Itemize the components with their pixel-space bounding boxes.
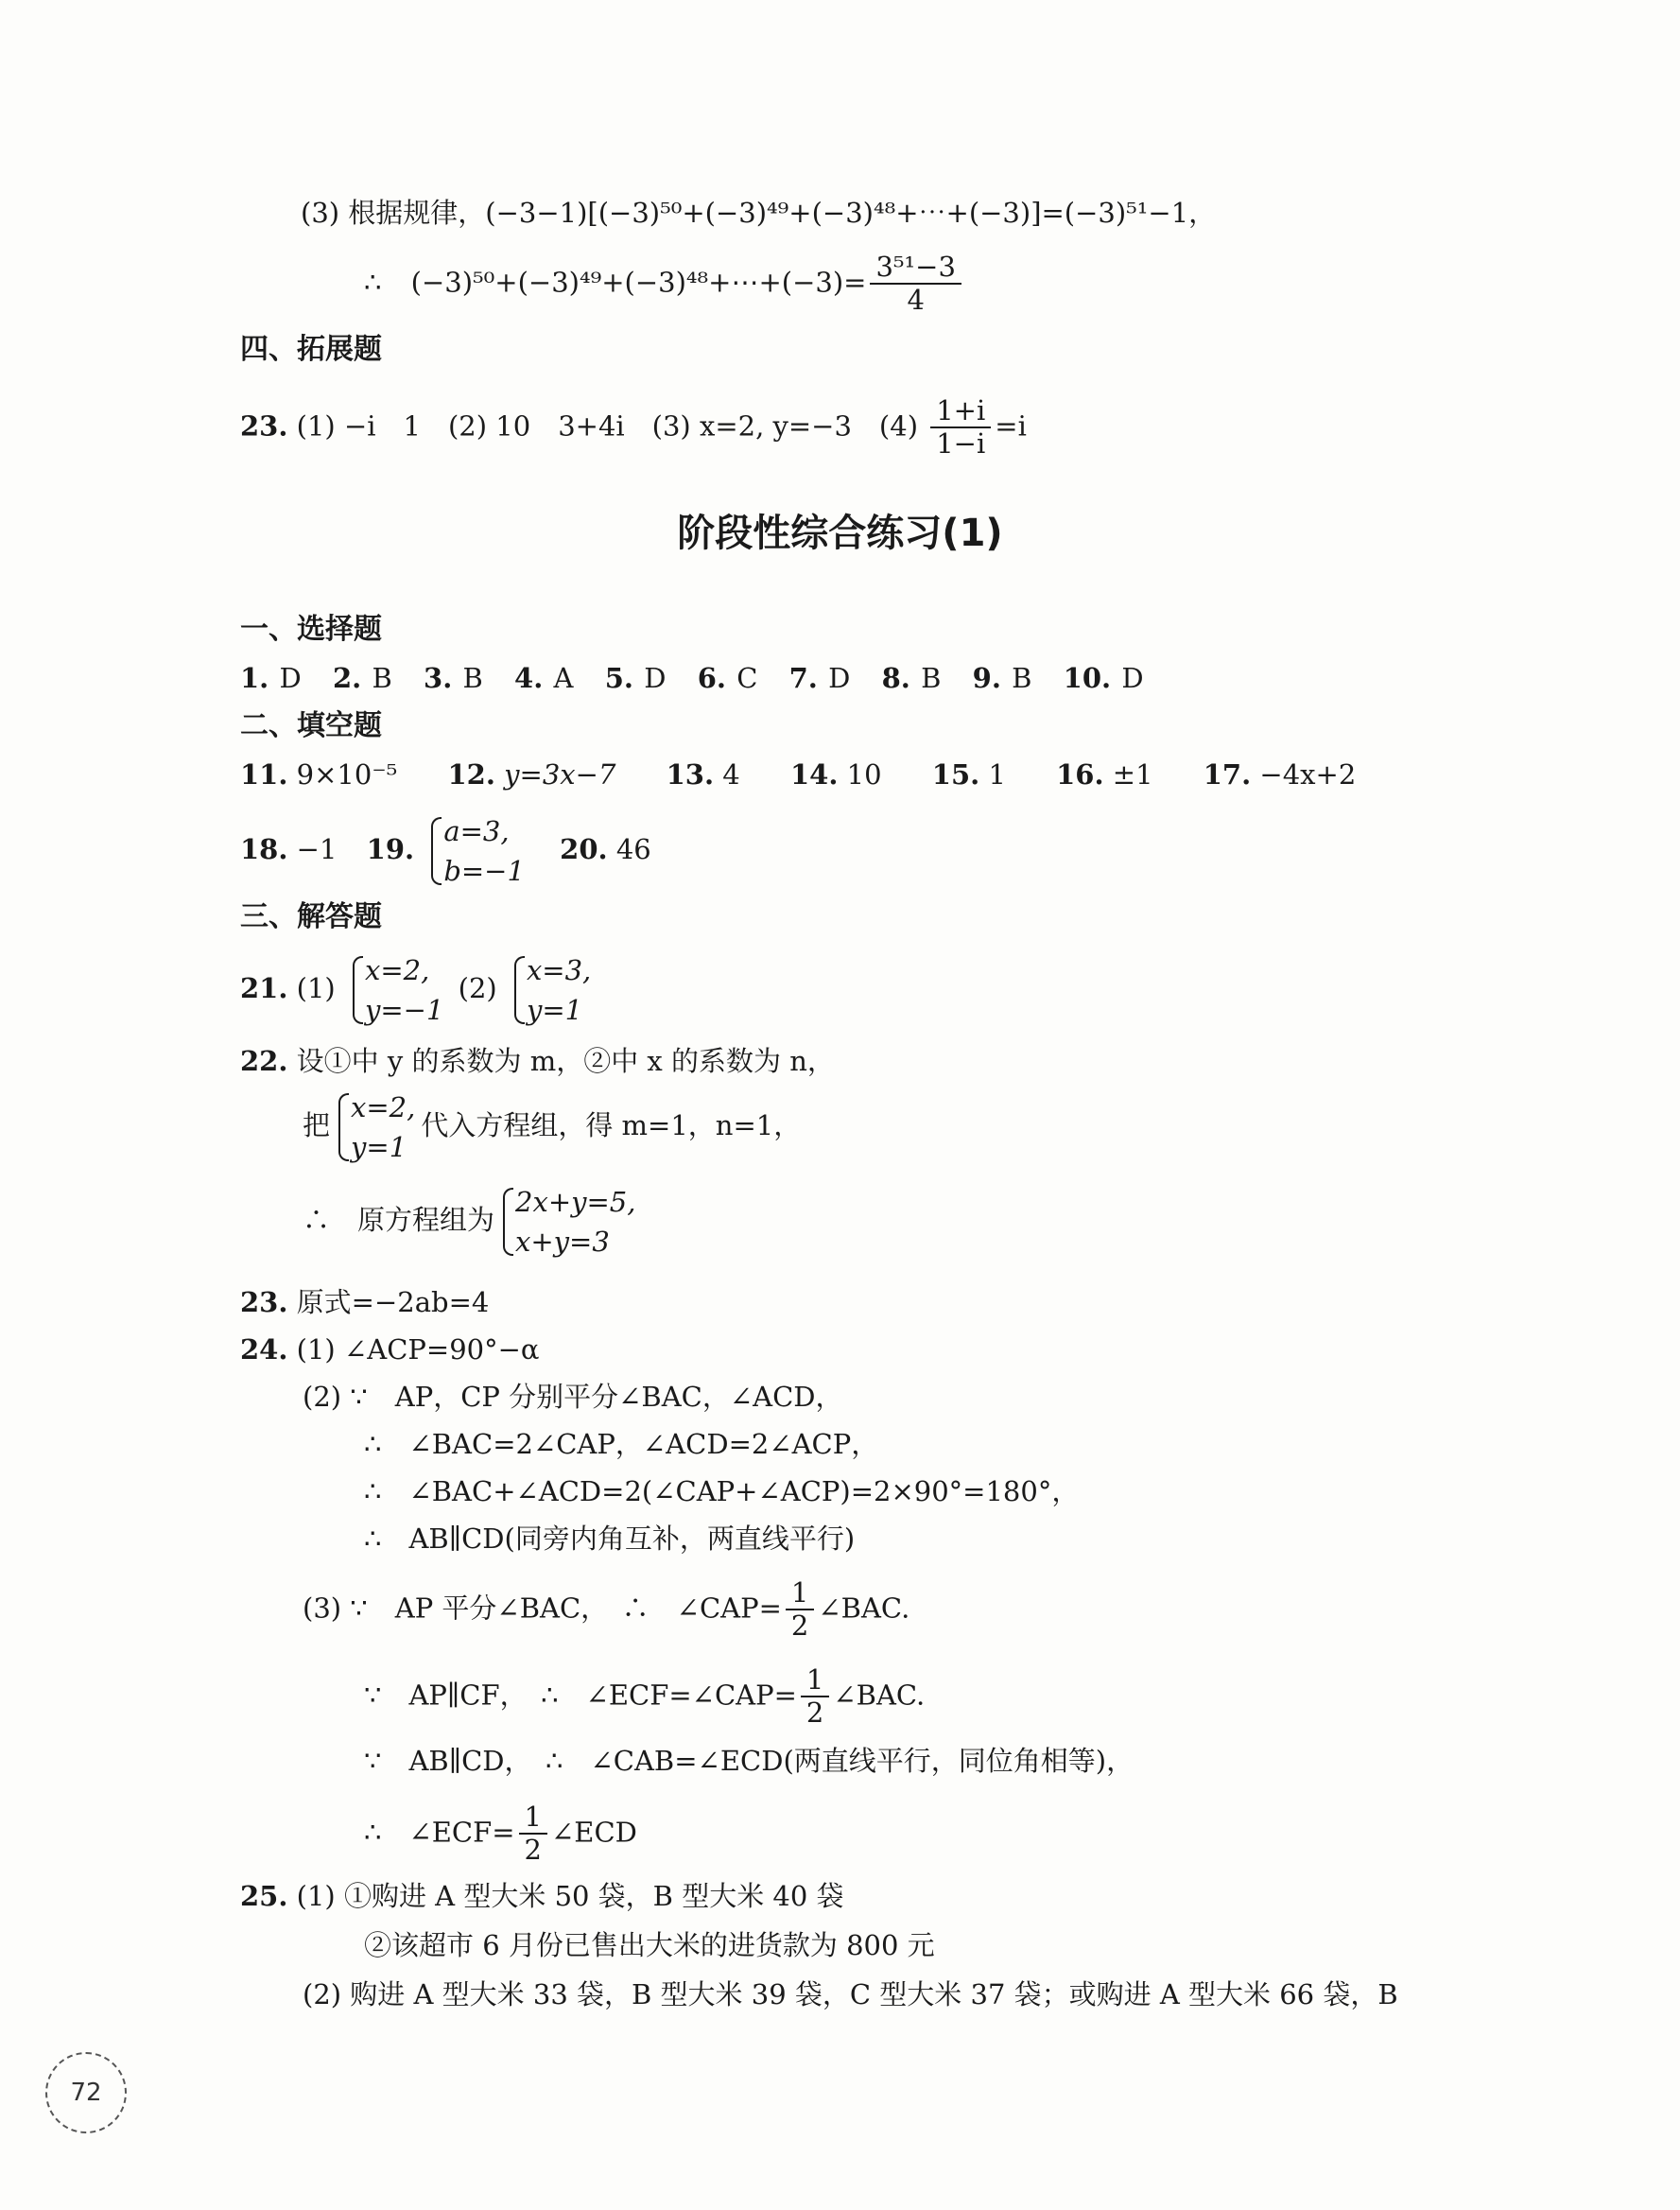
- q22-text: 代入方程组，得 m=1，n=1，: [421, 1109, 802, 1142]
- frac-den: 2: [805, 1697, 824, 1730]
- choice-answer: 8. B: [881, 662, 942, 694]
- question-number: 19.: [366, 833, 415, 866]
- q24-line-2d: ∴ AB∥CD(同旁内角互补，两直线平行): [364, 1523, 856, 1555]
- q25-text: (1) ①购进 A 型大米 50 袋，B 型大米 40 袋: [296, 1880, 844, 1912]
- choice-answer: 4. A: [514, 662, 574, 694]
- q24-text: (1) ∠ACP=90°−α: [296, 1333, 540, 1366]
- half-fraction: [519, 1801, 547, 1867]
- q3-result-line: [364, 252, 965, 317]
- q24-text: ∠ECD: [550, 1816, 637, 1849]
- question-number: 24.: [240, 1333, 288, 1366]
- choice-answer: 7. D: [788, 662, 851, 694]
- part-label: (2): [458, 972, 497, 1005]
- brace-line: x=2,: [351, 1091, 416, 1123]
- q21-line: [240, 950, 597, 1030]
- q21-system-2: [511, 950, 591, 1030]
- section-3-title: 三、解答题: [240, 900, 382, 933]
- question-number: 21.: [240, 972, 288, 1005]
- therefore-symbol: ∴: [364, 266, 382, 299]
- page-title: 阶段性综合练习(1): [677, 512, 1003, 555]
- choice-answer: 3. B: [424, 662, 483, 694]
- fill-answers-row-1: [240, 758, 1356, 792]
- q25-line-1a: [240, 1880, 844, 1913]
- q3-lhs: (−3)⁵⁰+(−3)⁴⁹+(−3)⁴⁸+⋯+(−3)=: [410, 266, 867, 299]
- q25-line-1b: ②该超市 6 月份已售出大米的进货款为 800 元: [364, 1929, 935, 1961]
- q3-frac-den: 4: [907, 284, 925, 317]
- prev-q23-text: (1) −i 1 (2) 10 3+4i (3) x=2, y=−3 (4): [296, 409, 919, 443]
- prev-q23-tail: =i: [995, 409, 1027, 443]
- frac-den: 2: [524, 1834, 542, 1867]
- q22-text: 设①中 y 的系数为 m，②中 x 的系数为 n，: [296, 1045, 835, 1077]
- frac-num: 1: [519, 1801, 547, 1835]
- q25-line-2: (2) 购进 A 型大米 33 袋，B 型大米 39 袋，C 型大米 37 袋；或购进 A 型大米 66 袋，B: [303, 1978, 1398, 2010]
- brace-line: y=−1: [364, 994, 444, 1027]
- fill-answer: 11. 9×10⁻⁵: [240, 758, 398, 791]
- choice-answer: 9. B: [972, 662, 1032, 694]
- fill-answer: 12. y=3x−7: [447, 758, 616, 791]
- q24-text: (3) ∵ AP 平分∠BAC， ∴ ∠CAP=: [303, 1592, 782, 1625]
- q3-frac-num: 3⁵¹−3: [870, 252, 961, 285]
- half-fraction: [801, 1664, 829, 1730]
- fill-answer: 15. 1: [931, 758, 1006, 791]
- q22-line-3: [303, 1182, 641, 1262]
- brace-line: y=1: [351, 1131, 407, 1164]
- frac-num: 1: [786, 1577, 814, 1610]
- fill-answer: 16. ±1: [1056, 758, 1153, 791]
- q23-line: [240, 1286, 489, 1319]
- q24-text: ∴ ∠ECF=: [364, 1816, 515, 1849]
- choice-answer: 6. C: [697, 662, 758, 694]
- brace-line: a=3,: [443, 815, 510, 847]
- q18-answer: −1: [296, 833, 338, 866]
- question-number: 20.: [560, 833, 608, 866]
- question-number: 22.: [240, 1045, 288, 1077]
- choice-answer: 5. D: [604, 662, 667, 694]
- frac-num: 1+i: [930, 395, 991, 428]
- q22-line-1: [240, 1045, 835, 1078]
- brace-line: b=−1: [443, 855, 525, 888]
- q3-fraction: [870, 252, 961, 317]
- fill-answer: 17. −4x+2: [1203, 758, 1357, 791]
- q24-line-3a: [303, 1577, 909, 1643]
- q23-text: 原式=−2ab=4: [296, 1286, 490, 1318]
- q22-ba: 把: [303, 1109, 331, 1142]
- fill-answers-row-2: [240, 811, 651, 891]
- q24-line-2c: ∴ ∠BAC+∠ACD=2(∠CAP+∠ACP)=2×90°=180°，: [364, 1475, 1080, 1507]
- page-number: 72: [45, 2052, 127, 2133]
- frac-num: 1: [801, 1664, 829, 1697]
- choice-answer: 2. B: [332, 662, 392, 694]
- prev-q23-line: [240, 395, 1027, 461]
- fill-answer: 13. 4: [666, 758, 740, 791]
- question-number: 25.: [240, 1880, 288, 1912]
- q22-line-2: [303, 1088, 801, 1167]
- brace-line: x+y=3: [515, 1226, 610, 1259]
- brace-line: 2x+y=5,: [515, 1186, 636, 1218]
- half-fraction: [786, 1577, 814, 1643]
- q24-line-2b: ∴ ∠BAC=2∠CAP，∠ACD=2∠ACP，: [364, 1428, 879, 1460]
- section-4-title: 四、拓展题: [240, 333, 382, 366]
- q24-text: ∠BAC.: [818, 1592, 910, 1625]
- q24-line-1: [240, 1333, 540, 1366]
- brace-line: x=2,: [364, 954, 430, 986]
- q24-text: ∵ AP∥CF， ∴ ∠ECF=∠CAP=: [364, 1679, 797, 1712]
- q24-line-3d: [364, 1801, 637, 1867]
- section-2-title: 二、填空题: [240, 709, 382, 742]
- q21-system-1: [350, 950, 443, 1030]
- brace-line: y=1: [526, 994, 583, 1027]
- choice-answer: 10. D: [1063, 662, 1144, 694]
- question-number: 23.: [240, 409, 288, 443]
- q24-line-3b: [364, 1664, 925, 1730]
- choice-answers-row: [240, 662, 1144, 695]
- fill-answer: 14. 10: [789, 758, 882, 791]
- frac-den: 1−i: [936, 427, 986, 461]
- section-1-title: 一、选择题: [240, 613, 382, 646]
- question-number: 18.: [240, 833, 288, 866]
- q24-line-2a: (2) ∵ AP，CP 分别平分∠BAC，∠ACD，: [303, 1381, 843, 1413]
- frac-den: 2: [790, 1610, 809, 1643]
- q3-rule-line: (3) 根据规律，(−3−1)[(−3)⁵⁰+(−3)⁴⁹+(−3)⁴⁸+⋯+(−3)]=(−3)⁵¹−1，: [301, 197, 1217, 229]
- q20-answer: 46: [615, 833, 651, 866]
- question-number: 23.: [240, 1286, 288, 1318]
- choice-answer: 1. D: [240, 662, 302, 694]
- q22-values: [336, 1088, 415, 1167]
- q24-line-3c: ∵ AB∥CD， ∴ ∠CAB=∠ECD(两直线平行，同位角相等)，: [364, 1745, 1134, 1777]
- brace-line: x=3,: [526, 954, 592, 986]
- q22-text: ∴ 原方程组为: [303, 1204, 495, 1237]
- part-label: (1): [296, 972, 336, 1005]
- q24-text: ∠BAC.: [833, 1679, 926, 1712]
- q19-system: [428, 811, 525, 891]
- q22-system: [500, 1182, 635, 1262]
- prev-q23-fraction: [930, 395, 991, 461]
